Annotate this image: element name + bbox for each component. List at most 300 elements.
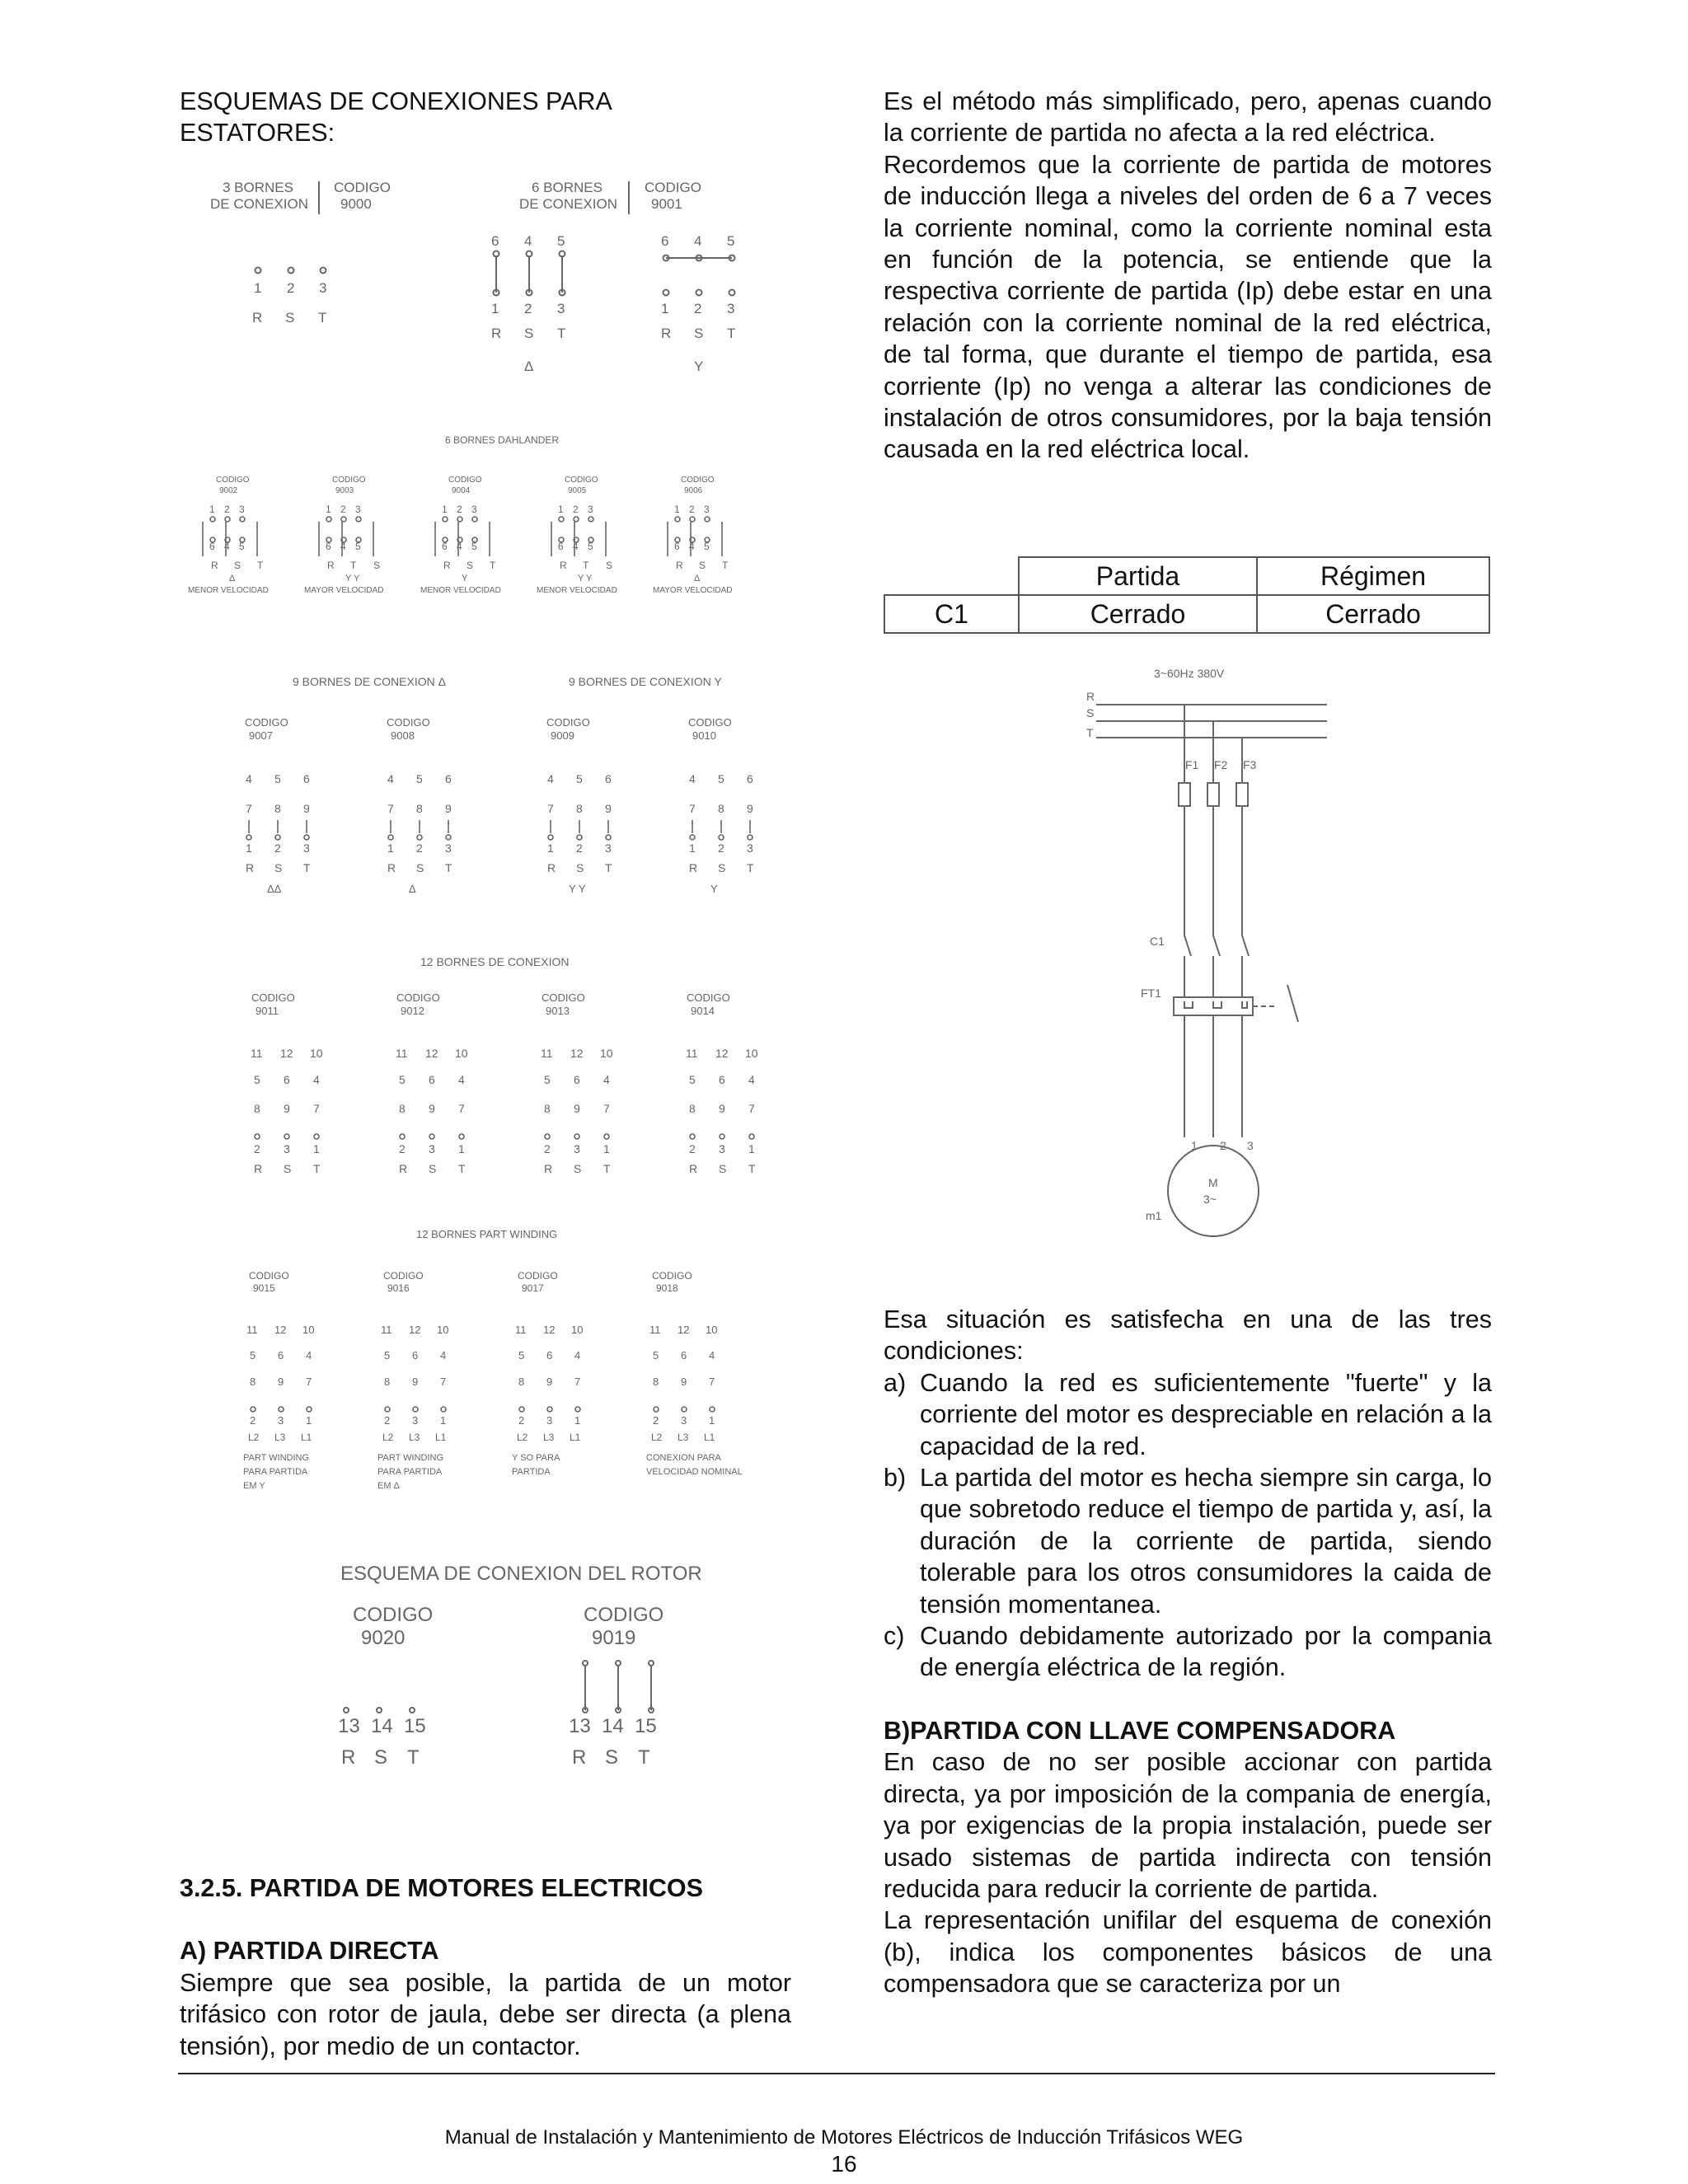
terminal-number: 3 (303, 841, 310, 855)
terminal-number: 3 (719, 1142, 725, 1155)
table-cell: Cerrado (1257, 595, 1489, 633)
terminal-number: 12 (280, 1047, 293, 1060)
terminal-dot (284, 1134, 289, 1139)
terminal-number: 4 (689, 541, 695, 552)
phase-label: T (445, 861, 452, 874)
terminal-number: 7 (689, 802, 696, 815)
motor-m1: m1 (1146, 1209, 1162, 1222)
phase-label: T (603, 1162, 611, 1175)
nine-code: 9009 (551, 729, 574, 742)
terminal-dot (240, 517, 245, 522)
terminal-dot (429, 1134, 434, 1139)
rotor-codigo-2: CODIGO (584, 1604, 664, 1626)
terminal-5: 5 (557, 233, 565, 249)
phase-label: R (544, 1162, 553, 1175)
stator-connection-diagrams (188, 169, 791, 1801)
winding-symbol: Y (462, 574, 468, 583)
list-marker: b) (884, 1464, 907, 1493)
speed-caption: MENOR VELOCIDAD (188, 586, 269, 595)
terminal-number: 9 (445, 802, 452, 815)
terminal-number: 9 (429, 1102, 435, 1115)
label-6-bornes: 6 BORNES (532, 180, 603, 195)
conditions-intro: Esa situación es satisfecha en una de las tres condiciones: (884, 1305, 1492, 1366)
phase-label: R (327, 560, 335, 571)
terminal-number: 11 (686, 1047, 698, 1060)
paragraph-partida-directa: Siempre que sea posible, la partida de un motor trifásico con rotor de jaula, debe ser directa (a plena tensión), por medio de un contactor. (180, 1968, 791, 2060)
delta-symbol: Δ (524, 359, 534, 374)
winding-symbol: Y (710, 883, 718, 895)
terminal-number: 5 (274, 772, 281, 785)
terminal-number: 9 (303, 802, 310, 815)
terminal-dot (472, 517, 477, 522)
list-text: Cuando debidamente autorizado por la compania de energía eléctrica de la región. (920, 1622, 1492, 1682)
pw-caption: PART WINDING (377, 1453, 444, 1463)
rotor-terminal-14b: 14 (602, 1715, 624, 1737)
terminal-number: 10 (455, 1047, 468, 1060)
terminal-number: 7 (458, 1102, 465, 1115)
terminal-number: 11 (649, 1324, 661, 1336)
terminal-number: 9 (681, 1376, 687, 1388)
phase-label: R (387, 861, 396, 874)
terminal-number: 12 (678, 1324, 690, 1336)
terminal-number: 4 (440, 1349, 447, 1361)
terminal-number: 11 (515, 1324, 527, 1336)
list-item (884, 1462, 1492, 1620)
terminal-number: 7 (440, 1376, 447, 1388)
table-header-row (884, 557, 1489, 595)
terminal-number: 9 (719, 1102, 725, 1115)
pw-caption: PART WINDING (243, 1453, 310, 1463)
terminal-number: 6 (442, 541, 448, 552)
terminal-dot (710, 1407, 715, 1412)
pw-code: 9016 (387, 1282, 410, 1294)
terminal-number: 5 (239, 541, 245, 552)
terminal-number: 5 (399, 1073, 406, 1086)
line-label: L3 (678, 1432, 689, 1443)
phase-label: T (605, 861, 612, 874)
terminal-number: 2 (399, 1142, 406, 1155)
terminal-dot (388, 835, 393, 840)
terminal-number: 8 (250, 1376, 256, 1388)
phase-label: T (257, 560, 264, 571)
motor-terminal-1: 1 (1191, 1139, 1198, 1152)
code-9019: 9019 (592, 1627, 636, 1649)
terminal-number: 5 (704, 541, 710, 552)
terminal-dot (446, 835, 451, 840)
phase-label: R (547, 861, 556, 874)
winding-symbol: Δ (409, 883, 416, 895)
phase-t2: T (557, 326, 566, 341)
terminal-number: 2 (689, 504, 695, 515)
nine-codigo: CODIGO (387, 716, 430, 729)
rotor-phase-r2: R (572, 1746, 587, 1769)
footer-divider (178, 2073, 1495, 2074)
terminal-number: 1 (458, 1142, 465, 1155)
phase-label: S (467, 560, 474, 571)
terminal-dot (574, 517, 579, 522)
terminal-number: 6 (284, 1073, 290, 1086)
terminal-number: 3 (239, 504, 245, 515)
nine-codigo: CODIGO (688, 716, 732, 729)
line-label: L1 (570, 1432, 581, 1443)
part-winding-title: 12 BORNES PART WINDING (416, 1228, 558, 1240)
terminal-number: 2 (224, 504, 230, 515)
dahlander-code: 9002 (219, 486, 238, 495)
terminal-number: 10 (745, 1047, 758, 1060)
winding-symbol: Y Y (578, 574, 593, 583)
terminal-number: 1 (689, 841, 696, 855)
terminal-number: 2 (384, 1414, 391, 1427)
phase-label: R (399, 1162, 408, 1175)
terminal-number: 7 (387, 802, 394, 815)
nine-code: 9008 (391, 729, 415, 742)
table-row (884, 595, 1489, 633)
contactor-table (884, 556, 1490, 634)
terminal-number: 6 (681, 1349, 687, 1361)
speed-caption: MENOR VELOCIDAD (420, 586, 501, 595)
subheading-partida-directa: A) PARTIDA DIRECTA (180, 1937, 439, 1966)
table-cell: C1 (884, 595, 1019, 633)
terminal-number: 4 (547, 772, 554, 785)
twelve-code: 9012 (401, 1005, 424, 1017)
phase-label: T (313, 1162, 321, 1175)
terminal-dot (210, 517, 215, 522)
terminal-number: 10 (571, 1324, 584, 1336)
terminal-dot (356, 517, 361, 522)
y-symbol: Y (694, 359, 704, 374)
terminal-4: 4 (524, 233, 532, 249)
terminal-number: 3 (546, 1414, 553, 1427)
terminal-dot (441, 1407, 446, 1412)
terminal-number: 1 (547, 841, 554, 855)
terminal-number: 6 (747, 772, 753, 785)
terminal-number: 2 (274, 841, 281, 855)
supply-label: 3~60Hz 380V (1154, 667, 1225, 680)
terminal-dot (400, 1134, 405, 1139)
terminal-number: 6 (546, 1349, 553, 1361)
terminal-number: 5 (576, 772, 583, 785)
terminal-number: 3 (278, 1414, 284, 1427)
terminal-number: 10 (600, 1047, 613, 1060)
list-item (884, 1367, 1492, 1462)
terminal-5b: 5 (727, 233, 735, 249)
terminal-number: 8 (254, 1102, 260, 1115)
line-label: L1 (435, 1432, 447, 1443)
terminal-number: 4 (573, 541, 579, 552)
phase-s2: S (524, 326, 534, 341)
current-paragraph: Recordemos que la corriente de partida de motores de inducción llega a niveles del orden de 6 a 7 veces la corriente nominal, como la corriente nominal esta en función de la potencia, se entiende que la respectiva corriente de partida (Ip) debe estar en una relación con la corriente nominal de la red eléctrica, de tal forma, que durante el tiempo de partida, esa corriente (Ip) no venga a alterar las condiciones de instalación de otros consumidores, por la baja tensión causada en la red eléctrica local. (884, 150, 1492, 464)
terminal-number: 2 (573, 504, 579, 515)
terminal-4b: 4 (694, 233, 702, 249)
terminal-number: 4 (457, 541, 462, 552)
pw-caption: PARA PARTIDA (243, 1467, 308, 1477)
rotor-title: ESQUEMA DE CONEXION DEL ROTOR (340, 1563, 702, 1585)
dahlander-code: 9006 (684, 486, 703, 495)
terminal-number: 7 (574, 1376, 581, 1388)
terminal-1c: 1 (661, 301, 669, 316)
terminal-number: 2 (718, 841, 724, 855)
terminal-number: 2 (518, 1414, 525, 1427)
terminal-number: 3 (429, 1142, 435, 1155)
terminal-number: 1 (748, 1142, 755, 1155)
terminal-number: 8 (518, 1376, 525, 1388)
dahlander-codigo: CODIGO (448, 476, 482, 485)
terminal-number: 4 (689, 772, 696, 785)
terminal-number: 3 (445, 841, 452, 855)
terminal-number: 1 (246, 841, 252, 855)
phase-label: S (699, 560, 706, 571)
terminal-dot (545, 1134, 550, 1139)
unifilar-paragraph: La representación unifilar del esquema de conexión (b), indica los componentes básicos de una compensadora que se caracteriza por un (884, 1906, 1492, 1999)
terminal-number: 9 (574, 1102, 580, 1115)
terminal-number: 5 (518, 1349, 525, 1361)
terminal-number: 2 (544, 1142, 551, 1155)
terminal-number: 10 (310, 1047, 323, 1060)
terminal-number: 9 (412, 1376, 419, 1388)
left-bottom-text (180, 1872, 791, 2062)
terminal-number: 5 (718, 772, 724, 785)
terminal-number: 4 (458, 1073, 465, 1086)
phase-r: R (252, 310, 263, 326)
terminal-number: 5 (250, 1349, 256, 1361)
terminal-dot (675, 517, 680, 522)
terminal-number: 5 (416, 772, 423, 785)
terminal-number: 8 (718, 802, 724, 815)
speed-caption: MAYOR VELOCIDAD (304, 586, 384, 595)
terminal-number: 6 (719, 1073, 725, 1086)
terminal-dot (326, 517, 331, 522)
terminal-number: 6 (445, 772, 452, 785)
terminal-number: 6 (303, 772, 310, 785)
fuse-f3: F3 (1243, 758, 1257, 771)
terminal-number: 9 (747, 802, 753, 815)
terminal-dot (654, 1407, 659, 1412)
phase-label: S (373, 560, 381, 571)
terminal-number: 4 (340, 541, 346, 552)
twelve-codigo: CODIGO (687, 991, 730, 1004)
line-label: L2 (382, 1432, 394, 1443)
intro-paragraph: Es el método más simplificado, pero, apenas cuando la corriente de partida no afecta a la red eléctrica. (884, 87, 1492, 148)
twelve-codigo: CODIGO (542, 991, 585, 1004)
terminal-2: 2 (287, 280, 295, 296)
terminal-number: 10 (302, 1324, 315, 1336)
terminal-number: 10 (437, 1324, 449, 1336)
speed-caption: MAYOR VELOCIDAD (653, 586, 733, 595)
terminal-1b: 1 (491, 301, 499, 316)
terminal-number: 6 (209, 541, 215, 552)
phase-label: R (560, 560, 567, 571)
terminal-dot (279, 1407, 284, 1412)
compensadora-paragraph: En caso de no ser posible accionar con partida directa, ya por imposición de la compania de energía, ya por exigencias de la propia instalación, puede ser usado sistemas de partida indirecta con tensión reducida para reducir la corriente de partida. (884, 1748, 1492, 1903)
terminal-number: 5 (544, 1073, 551, 1086)
terminal-number: 7 (547, 802, 554, 815)
terminal-number: 2 (340, 504, 346, 515)
terminal-number: 1 (574, 1414, 581, 1427)
nine-codigo: CODIGO (245, 716, 288, 729)
terminal-number: 11 (381, 1324, 392, 1336)
phase-t3: T (727, 326, 736, 341)
phase-label: S (416, 861, 424, 874)
stator-heading: ESQUEMAS DE CONEXIONES PARA ESTATORES: (180, 87, 612, 148)
table-header-cell: Partida (1019, 557, 1257, 595)
terminal-number: 2 (689, 1142, 696, 1155)
pw-caption: EM Δ (377, 1481, 400, 1491)
terminal-6: 6 (491, 233, 499, 249)
terminal-dot (682, 1407, 687, 1412)
phase-label: T (303, 861, 311, 874)
pw-code: 9017 (522, 1282, 544, 1294)
motor-m: M (1208, 1176, 1218, 1189)
label-codigo: CODIGO (334, 180, 391, 195)
terminal-dot (575, 1407, 580, 1412)
terminal-dot (246, 835, 251, 840)
terminal-number: 10 (706, 1324, 718, 1336)
twelve-code: 9013 (546, 1005, 570, 1017)
label-3-bornes: 3 BORNES (223, 180, 293, 195)
phase-label: S (284, 1162, 292, 1175)
code-9000: 9000 (340, 196, 372, 212)
footer-title: Manual de Instalación y Mantenimiento de Motores Eléctricos de Inducción Trifásicos WEG (444, 2126, 1244, 2149)
rotor-codigo-1: CODIGO (353, 1604, 434, 1626)
terminal-number: 4 (387, 772, 394, 785)
terminal-dot (548, 835, 553, 840)
terminal-number: 12 (425, 1047, 438, 1060)
terminal-number: 1 (674, 504, 680, 515)
terminal-dot (385, 1407, 390, 1412)
terminal-number: 7 (603, 1102, 610, 1115)
terminal-dot (225, 517, 230, 522)
pw-codigo: CODIGO (518, 1270, 558, 1282)
winding-symbol: Y Y (345, 574, 360, 583)
pw-codigo: CODIGO (383, 1270, 424, 1282)
rotor-phase-t: T (407, 1746, 420, 1769)
page-number: 16 (831, 2151, 857, 2177)
terminal-dot (719, 835, 724, 840)
twelve-title: 12 BORNES DE CONEXION (420, 955, 570, 968)
terminal-number: 7 (246, 802, 252, 815)
terminal-number: 4 (748, 1073, 755, 1086)
terminal-number: 12 (543, 1324, 556, 1336)
terminal-number: 8 (576, 802, 583, 815)
phase-label: S (274, 861, 283, 874)
pw-caption: PARA PARTIDA (377, 1467, 443, 1477)
phase-r2: R (491, 326, 502, 341)
terminal-dot (690, 835, 695, 840)
terminal-number: 5 (653, 1349, 659, 1361)
terminal-number: 1 (603, 1142, 610, 1155)
terminal-dot (690, 1134, 695, 1139)
rotor-terminal-15: 15 (404, 1715, 426, 1737)
terminal-number: 4 (246, 772, 252, 785)
phase-label: T (458, 1162, 466, 1175)
pw-code: 9015 (253, 1282, 275, 1294)
terminal-number: 5 (384, 1349, 391, 1361)
terminal-number: 9 (605, 802, 612, 815)
terminal-number: 4 (313, 1073, 320, 1086)
phase-label: S (576, 861, 584, 874)
rotor-phase-s2: S (605, 1746, 619, 1769)
phase-t: T (318, 310, 327, 326)
terminal-number: 1 (709, 1414, 715, 1427)
terminal-number: 8 (544, 1102, 551, 1115)
terminal-number: 7 (306, 1376, 312, 1388)
dahlander-title: 6 BORNES DAHLANDER (445, 434, 560, 446)
terminal-number: 1 (209, 504, 215, 515)
terminal-number: 3 (471, 504, 477, 515)
dahlander-code: 9003 (335, 486, 354, 495)
speed-caption: MENOR VELOCIDAD (537, 586, 617, 595)
terminal-dot (690, 517, 695, 522)
terminal-number: 7 (748, 1102, 755, 1115)
terminal-dot (457, 517, 462, 522)
dahlander-group (188, 476, 733, 595)
rotor-phase-r: R (341, 1746, 356, 1769)
terminal-dot (443, 517, 448, 522)
twelve-code: 9011 (256, 1005, 279, 1017)
terminal-number: 5 (588, 541, 593, 552)
terminal-dot (459, 1134, 464, 1139)
terminal-number: 8 (689, 1102, 696, 1115)
terminal-number: 12 (715, 1047, 729, 1060)
pw-caption: EM Y (243, 1481, 265, 1491)
nine-codigo: CODIGO (546, 716, 590, 729)
terminal-dot (413, 1407, 418, 1412)
terminal-dot (588, 517, 593, 522)
pw-caption: Y SO PARA (512, 1453, 560, 1463)
rotor-terminal-13: 13 (338, 1715, 360, 1737)
phase-label: R (254, 1162, 263, 1175)
terminal-number: 4 (574, 1349, 581, 1361)
terminal-2c: 2 (694, 301, 702, 316)
terminal-number: 1 (326, 504, 331, 515)
fuse-f1: F1 (1185, 758, 1199, 771)
nine-group (245, 716, 754, 895)
phase-label: T (722, 560, 729, 571)
part-winding-group (243, 1270, 743, 1491)
twelve-codigo: CODIGO (251, 991, 295, 1004)
terminal-number: 3 (574, 1142, 580, 1155)
phase-r3: R (661, 326, 672, 341)
terminal-dot (604, 1134, 609, 1139)
terminal-number: 8 (653, 1376, 659, 1388)
nine-y-title: 9 BORNES DE CONEXION Y (569, 675, 722, 688)
terminal-number: 2 (254, 1142, 260, 1155)
terminal-dot (417, 835, 422, 840)
terminal-number: 5 (471, 541, 477, 552)
phase-s: S (285, 310, 295, 326)
pw-caption: CONEXION PARA (646, 1453, 721, 1463)
terminal-number: 3 (605, 841, 612, 855)
terminal-number: 11 (251, 1047, 263, 1060)
list-item (884, 1620, 1492, 1684)
relay-ft1: FT1 (1141, 987, 1161, 1000)
terminal-number: 1 (558, 504, 564, 515)
winding-symbol: Y Y (569, 883, 586, 895)
dahlander-code: 9005 (568, 486, 587, 495)
phase-label: R (689, 861, 698, 874)
line-label: L3 (274, 1432, 286, 1443)
dahlander-codigo: CODIGO (681, 476, 715, 485)
dahlander-codigo: CODIGO (216, 476, 250, 485)
terminal-number: 6 (429, 1073, 435, 1086)
winding-symbol: Δ (694, 574, 701, 583)
terminal-3b: 3 (557, 301, 565, 316)
terminal-number: 4 (709, 1349, 715, 1361)
phase-label: T (748, 1162, 756, 1175)
terminal-number: 9 (284, 1102, 290, 1115)
terminal-dot (749, 1134, 754, 1139)
terminal-number: 6 (326, 541, 331, 552)
